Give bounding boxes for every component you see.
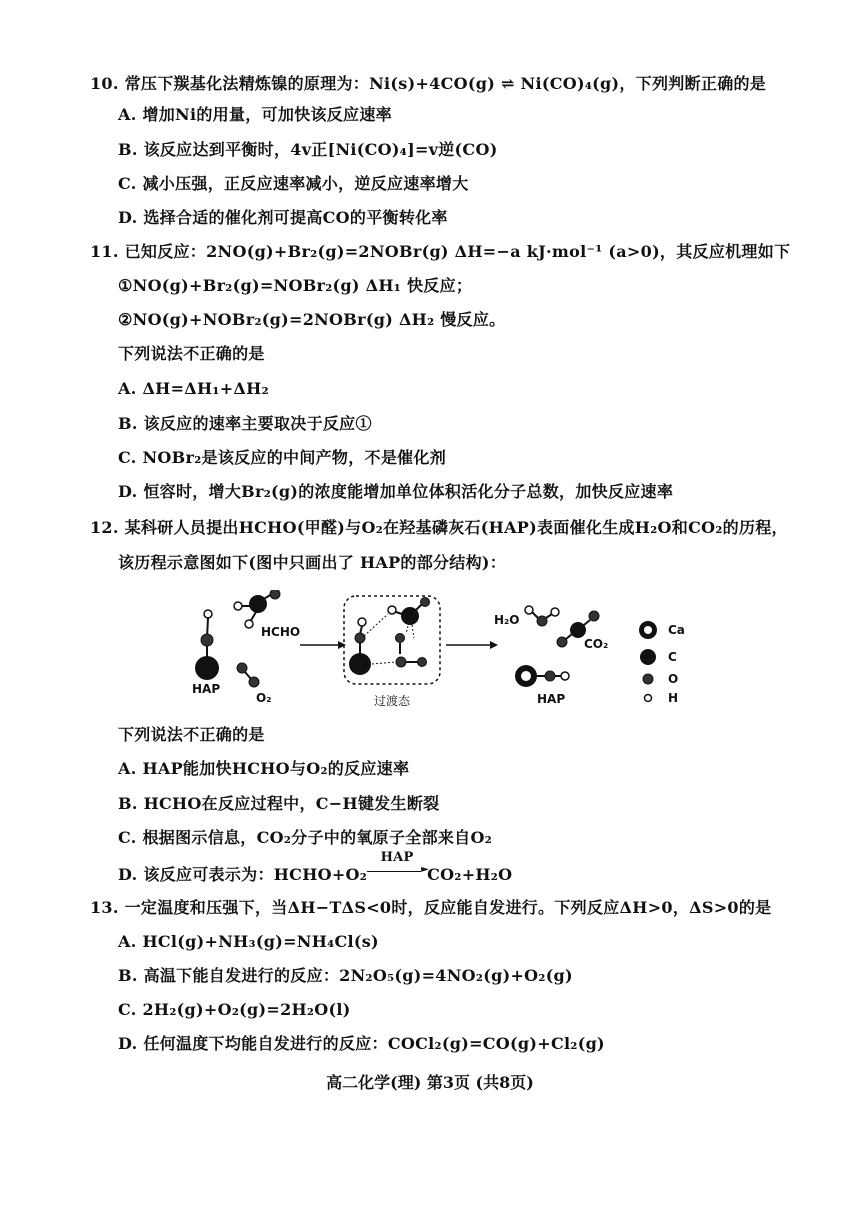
- hap-right-structure: [515, 665, 569, 687]
- h-legend-icon: [645, 695, 652, 702]
- hap-right-label: HAP: [537, 692, 566, 706]
- legend-h: H: [668, 691, 679, 705]
- hcho-molecule: [234, 590, 280, 628]
- catalyst-arrow: HAP ►: [367, 861, 427, 886]
- q11-option-c: C. NOBr₂是该反应的中间产物，不是催化剂: [118, 448, 447, 467]
- q10-option-a: A. 增加Ni的用量，可加快该反应速率: [118, 105, 392, 124]
- h2o-molecule: [525, 606, 559, 626]
- q11-option-b: B. 该反应的速率主要取决于反应①: [118, 414, 372, 433]
- q12-option-d: [118, 850, 513, 886]
- q10-stem: 10. 常压下羰基化法精炼镍的原理为：Ni(s)+4CO(g) ⇌ Ni(CO)₄(g)，下列判断正确的是: [90, 74, 767, 93]
- hcho-label: HCHO: [261, 625, 301, 639]
- o2-label: O₂: [256, 691, 272, 705]
- page-footer: 高二化学(理) 第3页 (共8页): [326, 1073, 534, 1092]
- q10-option-c: C. 减小压强，正反应速率减小，逆反应速率增大: [118, 174, 469, 193]
- transition-state-label: 过渡态: [374, 694, 411, 708]
- q13-option-d: D. 任何温度下均能自发进行的反应：COCl₂(g)=CO(g)+Cl₂(g): [118, 1034, 605, 1053]
- o-legend-icon: [643, 674, 653, 684]
- h2o-label: H₂O: [494, 613, 520, 627]
- o-atom-icon: [201, 634, 213, 646]
- h-atom-icon: [204, 610, 212, 618]
- q12-option-d-suffix: CO₂+H₂O: [427, 865, 513, 884]
- q12-option-c: C. 根据图示信息，CO₂分子中的氧原子全部来自O₂: [118, 828, 493, 847]
- q13-stem: 13. 一定温度和压强下，当ΔH−TΔS<0时，反应能自发进行。下列反应ΔH>0，ΔS>0的是: [90, 898, 772, 917]
- catalyst-label: HAP: [380, 850, 414, 865]
- q12-option-b: B. HCHO在反应过程中，C−H键发生断裂: [118, 794, 440, 813]
- q12-option-a: A. HAP能加快HCHO与O₂的反应速率: [118, 759, 410, 778]
- legend-ca: Ca: [668, 623, 685, 637]
- q12-ask: 下列说法不正确的是: [118, 725, 265, 744]
- q12-option-d-prefix: D. 该反应可表示为：HCHO+O₂: [118, 865, 368, 884]
- co2-label: CO₂: [584, 637, 609, 651]
- arrow-1-head: [338, 641, 346, 649]
- q12-stem-line2: 该历程示意图如下(图中只画出了 HAP的部分结构)：: [118, 553, 507, 572]
- q11-step-1: ①NO(g)+Br₂(g)=NOBr₂(g) ΔH₁ 快反应；: [118, 276, 473, 295]
- q10-option-b: B. 该反应达到平衡时，4v正[Ni(CO)₄]=v逆(CO): [118, 140, 498, 159]
- q13-option-a: A. HCl(g)+NH₃(g)=NH₄Cl(s): [118, 932, 379, 951]
- q11-stem: 11. 已知反应：2NO(g)+Br₂(g)=2NOBr(g) ΔH=−a kJ·mol⁻¹ (a>0)，其反应机理如下: [90, 242, 791, 261]
- q13-option-b: B. 高温下能自发进行的反应：2N₂O₅(g)=4NO₂(g)+O₂(g): [118, 966, 573, 985]
- q11-ask: 下列说法不正确的是: [118, 344, 265, 363]
- hap-left-label: HAP: [192, 682, 221, 696]
- legend-o: O: [668, 672, 679, 686]
- reaction-mechanism-diagram: [150, 590, 710, 715]
- transition-state-structure: [349, 598, 430, 676]
- legend-c: C: [668, 650, 677, 664]
- q11-option-d: D. 恒容时，增大Br₂(g)的浓度能增加单位体积活化分子总数，加快反应速率: [118, 482, 674, 501]
- legend: [639, 621, 685, 705]
- q13-option-c: C. 2H₂(g)+O₂(g)=2H₂O(l): [118, 1000, 351, 1019]
- q10-option-d: D. 选择合适的催化剂可提高CO的平衡转化率: [118, 208, 448, 227]
- q11-option-a: A. ΔH=ΔH₁+ΔH₂: [118, 379, 269, 398]
- q12-stem-line1: 12. 某科研人员提出HCHO(甲醛)与O₂在羟基磷灰石(HAP)表面催化生成H₂O和CO₂的历程，: [90, 518, 788, 537]
- hap-left-structure: [195, 610, 219, 680]
- arrow-2-head: [490, 641, 498, 649]
- c-legend-icon: [640, 649, 656, 665]
- c-atom-icon: [195, 656, 219, 680]
- o2-molecule: [237, 663, 259, 687]
- q11-step-2: ②NO(g)+NOBr₂(g)=2NOBr(g) ΔH₂ 慢反应。: [118, 310, 506, 329]
